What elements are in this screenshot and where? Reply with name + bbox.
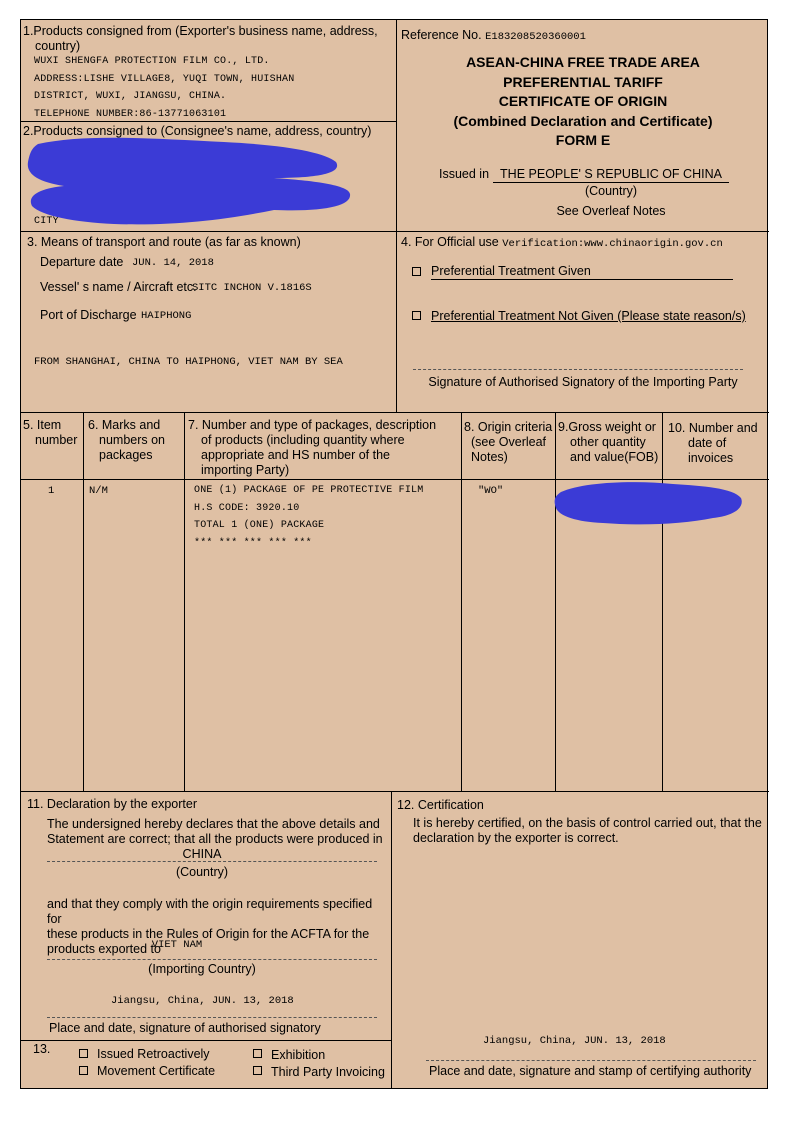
reference-label: Reference No. [401,28,482,42]
divider [662,412,663,791]
divider [555,412,556,791]
exporter-name: WUXI SHENGFA PROTECTION FILM CO., LTD. [34,56,270,67]
certifying-signature-caption: Place and date, signature and stamp of certifying authority [429,1064,752,1078]
reference-number [401,28,586,43]
box11-label: 11. Declaration by the exporter [27,797,198,811]
preferential-not-given-label: Preferential Treatment Not Given (Please state reason/s) [431,309,746,323]
header-line: numbers on [99,433,166,447]
route-text: FROM SHANGHAI, CHINA TO HAIPHONG, VIET NAM BY SEA [34,356,343,368]
divider [391,791,392,1089]
movement-certificate-checkbox[interactable] [79,1066,88,1075]
header-line: number [35,433,78,447]
movement-certificate-label: Movement Certificate [97,1064,216,1078]
certification-text [413,816,763,846]
description-line: ONE (1) PACKAGE OF PE PROTECTIVE FILM [194,485,424,496]
exporter-signature-line [47,1017,377,1018]
certification-line: It is hereby certified, on the basis of control carried out, that the [413,816,762,830]
header-line: date of [688,436,727,450]
exhibition-label: Exhibition [271,1048,326,1062]
exporter-address-line: ADDRESS:LISHE VILLAGE8, YUQI TOWN, HUISHAN [34,73,295,85]
importing-signature-caption: Signature of Authorised Signatory of the Importing Party [428,375,738,389]
country-caption: (Country) [175,865,229,879]
third-party-invoicing-checkbox[interactable] [253,1066,262,1075]
issued-in-value: THE PEOPLE' S REPUBLIC OF CHINA [493,167,729,183]
divider [184,412,185,791]
importing-country-value: VIET NAM [151,939,203,951]
item-marks: N/M [89,485,108,497]
importing-country-caption: (Importing Country) [148,962,256,976]
consignee-partial-text: CITY [34,216,59,227]
box4-label [401,235,723,252]
exporter-place-date: Jiangsu, China, JUN. 13, 2018 [111,995,294,1007]
compliance-line: these products in the Rules of Origin for the ACFTA for the [47,927,370,941]
exhibition-checkbox[interactable] [253,1049,262,1058]
header-line: 5. Item [23,418,62,432]
header-line: of products (including quantity where [201,433,405,447]
header-line: 10. Number and [668,421,758,435]
header-line: other quantity [570,435,646,449]
header-line: 6. Marks and [88,418,161,432]
title-line: PREFERENTIAL TARIFF [503,73,663,90]
overleaf-notes: See Overleaf Notes [556,204,666,218]
header-line: Notes) [471,450,508,464]
header-line: (see Overleaf [471,435,547,449]
title-line: ASEAN-CHINA FREE TRADE AREA [466,54,700,70]
box1-label-line1: 1.Products consigned from (Exporter's business name, address, [23,24,378,38]
departure-value: JUN. 14, 2018 [132,257,214,269]
verification-url: Verification:www.chinaorigin.gov.cn [502,238,723,250]
col-marks-header [88,418,182,463]
declaration-line: Statement are correct; that all the products were produced in [47,832,383,846]
header-line: and value(FOB) [570,450,659,464]
issued-in-label: Issued in [439,167,490,181]
issued-retroactively-label: Issued Retroactively [97,1047,210,1061]
reference-value: E183208520360001 [485,31,586,43]
divider [21,1040,391,1041]
redaction-scribble [553,478,745,528]
preferential-given-label: Preferential Treatment Given [431,264,733,280]
divider [21,412,769,413]
preferential-given-checkbox[interactable] [412,267,421,276]
port-value: HAIPHONG [141,310,192,322]
description-line: *** *** *** *** *** [194,537,312,549]
form-name: FORM E [555,132,611,148]
col-item-header [23,418,81,448]
certifying-signature-line [426,1060,756,1061]
box1-label [23,24,393,54]
redaction-scribble [24,132,354,228]
signature-line [413,369,743,370]
header-line: 8. Origin criteria [464,420,553,434]
header-line: invoices [688,451,734,465]
box1-label-line2: country) [35,39,81,53]
box13-label: 13. [33,1042,51,1056]
title-line: (Combined Declaration and Certificate) [453,112,713,129]
port-label: Port of Discharge [40,308,137,322]
declaration-text [47,817,387,847]
divider [83,412,84,791]
official-use-label: 4. For Official use [401,235,499,249]
exporter-address-line: DISTRICT, WUXI, JIANGSU, CHINA. [34,91,227,102]
country-line [47,861,377,862]
preferential-not-given-checkbox[interactable] [412,311,421,320]
declaration-line: The undersigned hereby declares that the above details and [47,817,380,831]
col-weight-header [558,420,662,465]
box12-label: 12. Certification [397,798,484,812]
certification-line: declaration by the exporter is correct. [413,831,619,845]
vessel-label: Vessel' s name / Aircraft etc. [40,280,197,294]
header-line: 7. Number and type of packages, description [188,418,437,432]
declared-country: CHINA [182,847,222,861]
col-description-header [188,418,460,478]
country-caption: (Country) [584,184,638,198]
exporter-telephone: TELEPHONE NUMBER:86-13771063101 [34,108,227,120]
header-line: packages [99,448,153,462]
exporter-details [34,53,294,123]
header-line: appropriate and HS number of the [201,448,391,462]
item-description [194,482,423,552]
header-line: importing Party) [201,463,290,477]
item-number: 1 [48,485,55,497]
col-invoice-header [668,421,768,466]
header-line: 9.Gross weight or [558,420,656,434]
col-origin-header [464,420,554,465]
box3-label: 3. Means of transport and route (as far as known) [27,235,301,249]
divider [461,412,462,791]
certificate-title [397,53,769,151]
description-line: H.S CODE: 3920.10 [194,502,300,514]
divider [21,231,769,232]
compliance-line: and that they comply with the origin requirements specified for [47,897,373,926]
issued-retroactively-checkbox[interactable] [79,1049,88,1058]
compliance-line: products exported to [47,942,161,956]
certificate-form [20,19,768,1089]
description-line: TOTAL 1 (ONE) PACKAGE [194,520,325,531]
importing-country-line [47,959,377,960]
origin-criteria-value: "WO" [478,485,504,497]
vessel-value: SITC INCHON V.1816S [192,282,312,294]
third-party-invoicing-label: Third Party Invoicing [271,1065,385,1079]
departure-label: Departure date [40,255,124,269]
title-line: CERTIFICATE OF ORIGIN [498,93,668,109]
exporter-signature-caption: Place and date, signature of authorised signatory [49,1021,321,1035]
divider [21,791,769,792]
box2-label: 2.Products consigned to (Consignee's name, address, country) [23,124,372,138]
certifying-place-date: Jiangsu, China, JUN. 13, 2018 [483,1035,666,1047]
